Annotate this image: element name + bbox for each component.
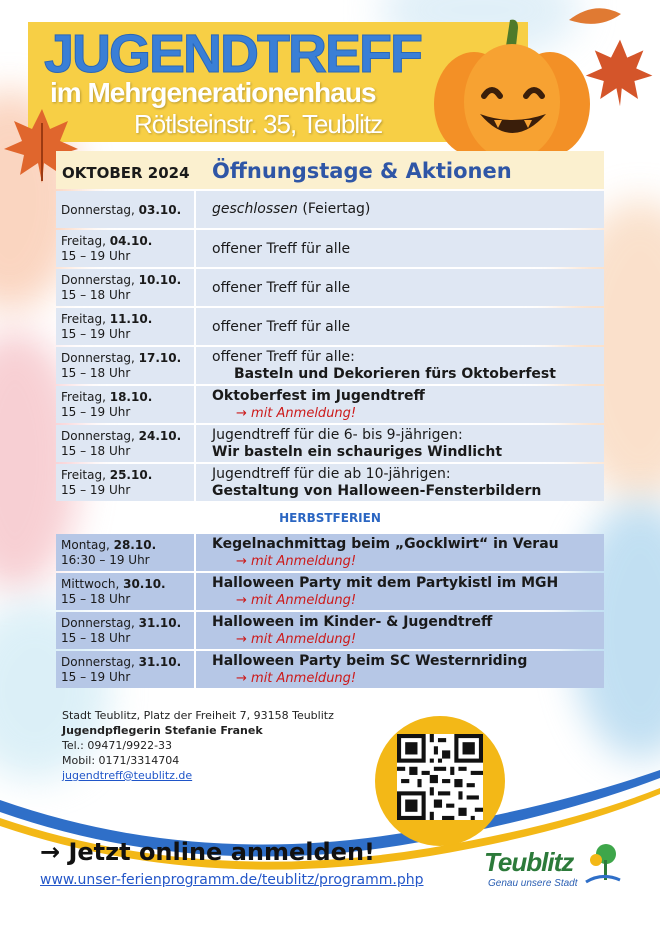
table-row: Freitag, 25.10. 15 – 19 Uhr Jugendtreff für die ab 10-jährigen: Gestaltung von Halloween-Fensterbildern <box>56 464 604 501</box>
table-row: Freitag, 04.10. 15 – 19 Uhr offener Treff für alle <box>56 230 604 267</box>
table-row: Donnerstag, 03.10. geschlossen (Feiertag) <box>56 191 604 228</box>
qr-code-icon[interactable] <box>397 734 483 820</box>
contact-block <box>62 708 334 783</box>
contact-mobile: Mobil: 0171/3314704 <box>62 754 180 767</box>
contact-email-link[interactable]: jugendtreff@teublitz.de <box>62 769 193 782</box>
page-title: JUGENDTREFF <box>44 24 422 84</box>
table-row: Donnerstag, 17.10. 15 – 18 Uhr offener Treff für alle: Basteln und Dekorieren fürs Oktoberfest <box>56 347 604 384</box>
table-row: Mittwoch, 30.10. 15 – 18 Uhr Halloween Party mit dem Partykistl im MGH → mit Anmeldung! <box>56 573 604 610</box>
contact-phone: Tel.: 09471/9922-33 <box>62 739 173 752</box>
table-row: Donnerstag, 31.10. 15 – 18 Uhr Halloween im Kinder- & Jugendtreff → mit Anmeldung! <box>56 612 604 649</box>
page-address: Rötlsteinstr. 35, Teublitz <box>134 109 383 139</box>
holiday-label: HERBSTFERIEN <box>279 511 381 525</box>
contact-person: Jugendpflegerin Stefanie Franek <box>62 724 263 737</box>
registration-link[interactable]: www.unser-ferienprogramm.de/teublitz/programm.php <box>40 872 424 888</box>
tree-logo-icon <box>582 842 622 886</box>
table-row: Donnerstag, 10.10. 15 – 18 Uhr offener Treff für alle <box>56 269 604 306</box>
table-row: Donnerstag, 31.10. 15 – 19 Uhr Halloween Party beim SC Westernriding → mit Anmeldung! <box>56 651 604 688</box>
table-row: Freitag, 18.10. 15 – 19 Uhr Oktoberfest im Jugendtreff → mit Anmeldung! <box>56 386 604 423</box>
table-row: Montag, 28.10. 16:30 – 19 Uhr Kegelnachmittag beim „Gocklwirt“ in Verau → mit Anmeldung! <box>56 534 604 571</box>
city-logo-name: Teublitz <box>484 847 574 877</box>
table-heading: Öffnungstage & Aktionen <box>212 159 512 183</box>
table-header <box>56 151 604 189</box>
register-cta: → Jetzt online anmelden! <box>40 838 375 866</box>
table-row: Freitag, 11.10. 15 – 19 Uhr offener Treff für alle <box>56 308 604 345</box>
maple-leaf-icon <box>584 36 656 108</box>
contact-address: Stadt Teublitz, Platz der Freiheit 7, 93158 Teublitz <box>62 709 334 722</box>
page-subtitle: im Mehrgenerationenhaus <box>50 77 376 108</box>
table-row: Donnerstag, 24.10. 15 – 18 Uhr Jugendtreff für die 6- bis 9-jährigen: Wir basteln ein schauriges Windlicht <box>56 425 604 462</box>
city-logo-slogan: Genau unsere Stadt <box>488 878 578 889</box>
table-month: OKTOBER 2024 <box>62 164 190 182</box>
pumpkin-icon <box>432 14 592 164</box>
